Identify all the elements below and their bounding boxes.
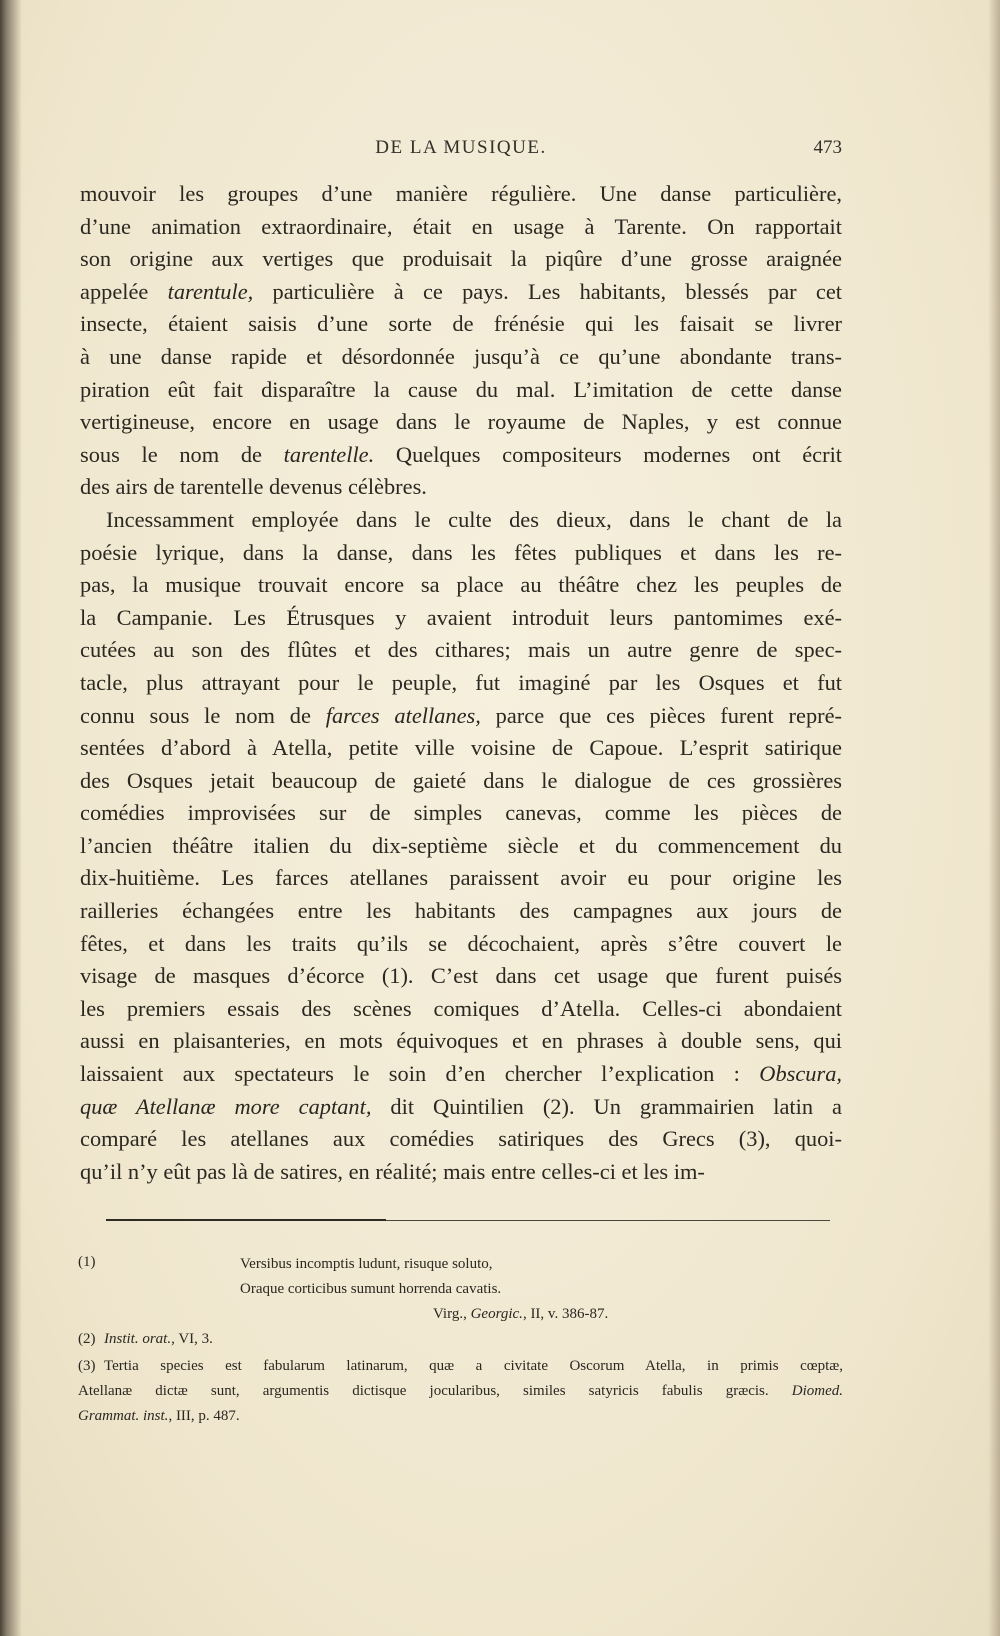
paragraph-2 (80, 504, 842, 1188)
text-line: l’ancien théâtre italien du dix-septième siècle et du commencement du (80, 832, 842, 858)
text-line: tacle, plus attrayant pour le peuple, fut imaginé par les Osques et fut (80, 669, 842, 695)
text-line: dix-huitième. Les farces atellanes paraissent avoir eu pour origine les (80, 865, 842, 891)
page-edge-shadow (988, 0, 1000, 1636)
text-segment: dit Quintilien (2). Un grammairien latin a (371, 1093, 842, 1119)
text-line: piration eût fait disparaître la cause du mal. L’imitation de cette danse (80, 376, 842, 402)
text-segment: laissaient aux spectateurs le soin d’en chercher l’explication : (80, 1061, 760, 1087)
text-line: railleries échangées entre les habitants des campagnes aux jours de (80, 898, 842, 924)
text-line: visage de masques d’écorce (1). C’est dans cet usage que furent puisés (80, 963, 842, 989)
footnote-1-reference: , II, v. 386-87. (522, 1306, 609, 1322)
text-line: d’une animation extraordinaire, était en usage à Tarente. On rapportait (80, 213, 842, 239)
footnote-1-verse-2: Oraque corticibus sumunt horrenda cavatis. (240, 1281, 502, 1297)
footnote-3-number: (3) (78, 1358, 96, 1374)
text-line (80, 700, 842, 733)
text-line (80, 276, 842, 309)
text-line: la Campanie. Les Étrusques y avaient introduit leurs pantomimes exé- (80, 604, 842, 630)
text-line: comparé les atellanes aux comédies satiriques des Grecs (3), quoi- (80, 1126, 842, 1152)
page-header (80, 137, 842, 167)
italic-term: Obscura, (759, 1061, 842, 1087)
footnote-3-source-work: Grammat. inst. (78, 1408, 169, 1424)
text-line: insecte, étaient saisis d’une sorte de frénésie qui les faisait se livrer (80, 311, 842, 337)
text-segment: parce que ces pièces furent repré- (480, 702, 842, 728)
footnote-1-number: (1) (78, 1254, 96, 1270)
text-line: des Osques jetait beaucoup de gaieté dans le dialogue de ces grossières (80, 767, 842, 793)
text-line: vertigineuse, encore en usage dans le royaume de Naples, y est connue (80, 409, 842, 435)
footnote-3-reference: , III, p. 487. (168, 1408, 240, 1424)
text-line: sentées d’abord à Atella, petite ville voisine de Capoue. L’esprit satirique (80, 735, 842, 761)
text-line: à une danse rapide et désordonnée jusqu’à ce qu’une abondante trans- (80, 343, 842, 369)
text-line: comédies improvisées sur de simples canevas, comme les pièces de (80, 800, 842, 826)
footnote-3-source-author: Diomed. (791, 1383, 843, 1399)
footnote-3-line-1: Tertia species est fabularum latinarum, quæ a civitate Oscorum Atella, in primis cœptæ, (104, 1358, 843, 1374)
footnote-2-reference: , VI, 3. (171, 1331, 213, 1347)
text-line: son origine aux vertiges que produisait la piqûre d’une grosse araignée (80, 246, 842, 272)
italic-term: farces atellanes, (325, 702, 481, 728)
footnote-2-number: (2) (78, 1331, 96, 1347)
text-segment: appelée (80, 278, 168, 304)
footnote-2-work: Instit. orat. (104, 1331, 172, 1347)
text-line: les premiers essais des scènes comiques d’Atella. Celles-ci abondaient (80, 995, 842, 1021)
footnote-1-verse-1: Versibus incomptis ludunt, risuque soluto, (240, 1256, 493, 1272)
text-segment: Quelques compositeurs modernes ont écrit (374, 441, 843, 467)
text-line (80, 439, 842, 472)
footnote-1 (78, 1250, 104, 1275)
footnote-3 (78, 1354, 843, 1429)
text-line (80, 1058, 842, 1091)
text-line: mouvoir les groupes d’une manière régulière. Une danse particulière, (80, 181, 842, 206)
italic-term: tarentule, (167, 278, 254, 304)
text-line: pas, la musique trouvait encore sa place au théâtre chez les peuples de (80, 572, 842, 598)
text-line: qu’il n’y eût pas là de satires, en réalité; mais entre celles-ci et les im- (80, 1158, 705, 1184)
text-line: des airs de tarentelle devenus célèbres. (80, 474, 427, 500)
footnote-rule-thin (386, 1220, 830, 1221)
footnote-2 (78, 1327, 213, 1352)
text-line (80, 1091, 842, 1124)
body-text (80, 178, 842, 1188)
text-segment: particulière à ce pays. Les habitants, blessés par cet (253, 278, 842, 304)
footnote-1-author: Virg., (433, 1306, 471, 1322)
footnote-rule-thick (106, 1219, 386, 1221)
text-line: fêtes, et dans les traits qu’ils se décochaient, après s’être couvert le (80, 930, 842, 956)
text-segment: sous le nom de (80, 441, 284, 467)
paragraph-1 (80, 178, 842, 504)
footnote-1-work: Georgic. (470, 1306, 523, 1322)
text-line: poésie lyrique, dans la danse, dans les fêtes publiques et dans les re- (80, 539, 842, 565)
italic-term: tarentelle. (283, 441, 375, 467)
text-line: Incessamment employée dans le culte des dieux, dans le chant de la (106, 506, 842, 532)
page-number: 473 (813, 137, 842, 158)
text-segment: connu sous le nom de (80, 702, 326, 728)
text-line: cutées au son des flûtes et des cithares; mais un autre genre de spec- (80, 637, 842, 663)
footnote-1-source (433, 1302, 608, 1327)
spine-shadow (0, 0, 22, 1636)
footnote-3-line-2: Atellanæ dictæ sunt, argumentis dictisque jocularibus, similes satyricis fabulis græcis. (78, 1383, 792, 1399)
italic-term: quæ Atellanæ more captant, (80, 1093, 372, 1119)
text-line: aussi en plaisanteries, en mots équivoques et en phrases à double sens, qui (80, 1028, 842, 1054)
running-title: DE LA MUSIQUE. (375, 137, 547, 158)
